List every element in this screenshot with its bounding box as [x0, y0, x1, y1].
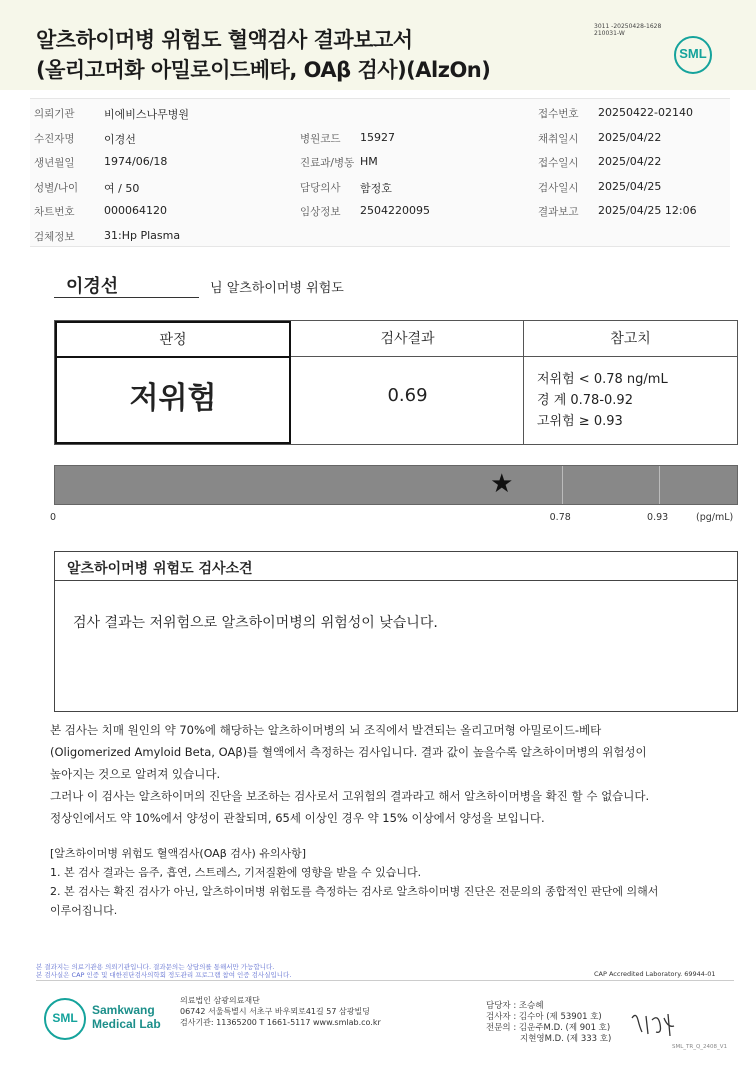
info-label: 검사일시	[538, 181, 579, 194]
result-value: 0.69	[387, 385, 428, 406]
cap-accreditation: CAP Accredited Laboratory. 69944-01	[594, 970, 716, 978]
footer-notice-line2: 본 검사실은 CAP 인증 및 대한진단검사의학회 정도관리 프로그램 참여 인증 검사실입니다.	[36, 971, 292, 979]
footer-notice	[36, 963, 291, 979]
info-value: 31:Hp Plasma	[104, 228, 181, 242]
scale-label-high-threshold: 0.93	[647, 512, 669, 523]
info-label: 접수번호	[538, 108, 579, 120]
doctor-signature	[628, 1010, 678, 1044]
staff-line2: 검사자 : 김수아 (제 53901 호)	[486, 1012, 602, 1022]
result-header: 검사결과	[291, 321, 524, 357]
report-header	[0, 0, 756, 90]
document-code-line2: 210031-W	[594, 30, 625, 37]
scale-label-low-threshold: 0.78	[549, 512, 571, 523]
document-code	[594, 23, 661, 37]
opinion-body: 검사 결과는 저위험으로 알츠하이머병의 위험성이 낮습니다.	[73, 615, 438, 631]
info-value: 15927	[360, 130, 395, 144]
reference-mid: 경 계 0.78-0.92	[537, 393, 633, 408]
report-title-line2: (올리고머화 아밀로이드베타, OAβ 검사)(AlzOn)	[36, 58, 491, 82]
result-marker-star: ★	[490, 469, 514, 499]
precautions-item-1: 1. 본 검사 결과는 음주, 흡연, 스트레스, 기저질환에 영향을 받을 수 있습니다.	[50, 866, 422, 879]
brand-name	[92, 1003, 161, 1031]
precautions-title: [알츠하이머병 위험도 혈액검사(OAβ 검사) 유의사항]	[50, 847, 307, 860]
staff-line3: 전문의 : 김운주M.D. (제 901 호)	[486, 1023, 611, 1033]
info-label: 병원코드	[300, 132, 341, 145]
info-label: 접수일시	[538, 157, 579, 169]
org-line3: 검사기관: 11365200 T 1661-5117 www.smlab.co.kr	[180, 1018, 381, 1027]
staff-info	[486, 1001, 611, 1045]
patient-name-suffix: 님 알츠하이머병 위험도	[210, 281, 344, 296]
column-divider	[523, 321, 524, 444]
opinion-heading: 알츠하이머병 위험도 검사소견	[55, 552, 737, 581]
info-label: 채취일시	[538, 132, 579, 145]
description-line-2: (Oligomerized Amyloid Beta, OAβ)를 혈액에서 측정하는 검사입니다. 결과 값이 높을수록 알츠하이머병의 위험성이	[50, 745, 647, 759]
info-value: 함정호	[360, 181, 392, 195]
info-value: 비에비스나무병원	[104, 108, 190, 121]
description-line-4: 그러나 이 검사는 알츠하이머의 진단을 보조하는 검사로서 고위험의 결과라고 해서 알츠하이머병을 확진 할 수 없습니다.	[50, 789, 650, 803]
organization-info	[180, 995, 381, 1028]
sml-logo-text: SML	[679, 46, 707, 61]
footer-sml-logo-text: SML	[52, 1011, 78, 1025]
patient-name-underline	[54, 297, 199, 298]
info-row	[30, 223, 730, 247]
info-label: 의뢰기관	[34, 108, 75, 120]
brand-line2: Medical Lab	[92, 1017, 161, 1031]
staff-line4: 지현영M.D. (제 333 호)	[520, 1034, 612, 1044]
info-label: 결과보고	[538, 206, 579, 218]
info-row	[30, 174, 730, 198]
reference-values	[537, 369, 668, 432]
judgement-cell	[55, 321, 291, 444]
risk-scale-bar	[54, 465, 738, 505]
threshold-tick-low	[562, 466, 563, 504]
info-value: 2504220095	[360, 204, 430, 217]
opinion-box	[54, 551, 738, 712]
threshold-tick-high	[659, 466, 660, 504]
info-label: 담당의사	[300, 181, 341, 194]
brand-line1: Samkwang	[92, 1003, 155, 1017]
info-value: 이경선	[104, 132, 136, 146]
description-line-5: 정상인에서도 약 10%에서 양성이 관찰되며, 65세 이상인 경우 약 15% 이상에서 양성을 보입니다.	[50, 811, 545, 825]
info-row	[30, 100, 730, 124]
info-value: 20250422-02140	[598, 106, 693, 119]
precautions-item-2: 2. 본 검사는 확진 검사가 아닌, 알츠하이머병 위험도를 측정하는 검사로 알츠하이머병 진단은 전문의의 종합적인 판단에 의해서	[50, 885, 659, 898]
info-value: 2025/04/25	[598, 179, 662, 193]
reference-header: 참고치	[524, 321, 737, 357]
info-label: 검체정보	[34, 230, 75, 243]
judgement-value: 저위험	[129, 381, 217, 416]
info-value: 여 / 50	[104, 181, 140, 195]
reference-low: 저위험 < 0.78 ng/mL	[537, 372, 668, 387]
info-value: HM	[360, 155, 378, 168]
patient-info-table	[30, 98, 730, 247]
form-code: SML_TR_Q_2408_V1	[672, 1044, 728, 1050]
footer-sml-logo	[44, 998, 86, 1040]
info-label: 진료과/병동	[300, 157, 355, 169]
footer-notice-line1: 본 결과지는 의료기관용 의뢰기관입니다. 결과문의는 상담의를 통해서만 가능합니다.	[36, 963, 275, 971]
result-table	[54, 320, 738, 445]
info-label: 생년월일	[34, 157, 75, 169]
judgement-header: 판정	[57, 323, 289, 358]
info-label: 임상정보	[300, 206, 341, 218]
footer-divider	[36, 980, 734, 981]
precautions-item-2-cont: 이루어집니다.	[50, 904, 118, 917]
patient-name: 이경선	[66, 276, 119, 297]
staff-line1: 담당자 : 조승혜	[486, 1001, 544, 1011]
info-value: 1974/06/18	[104, 155, 168, 168]
info-label: 성별/나이	[34, 181, 79, 194]
sml-logo	[674, 36, 712, 74]
description-line-3: 높아지는 것으로 알려져 있습니다.	[50, 767, 221, 781]
scale-unit: (pg/mL)	[696, 512, 734, 523]
org-line1: 의료법인 삼광의료재단	[180, 996, 260, 1005]
report-title-line1: 알츠하이머병 위험도 혈액검사 결과보고서	[36, 28, 413, 52]
info-value: 2025/04/25 12:06	[598, 204, 697, 217]
precautions	[50, 844, 740, 920]
reference-high: 고위험 ≥ 0.93	[537, 414, 623, 429]
info-value: 000064120	[104, 204, 167, 217]
info-value: 2025/04/22	[598, 130, 662, 144]
org-line2: 06742 서울특별시 서초구 바우뫼로41길 57 삼광빌딩	[180, 1007, 370, 1016]
description-line-1: 본 검사는 치매 원인의 약 70%에 해당하는 알츠하이머병의 뇌 조직에서 발견되는 올리고머형 아밀로이드-베타	[50, 723, 602, 737]
info-label: 수진자명	[34, 132, 75, 145]
info-row	[30, 125, 730, 149]
scale-label-zero: 0	[50, 512, 57, 523]
info-label: 차트번호	[34, 206, 75, 218]
info-value: 2025/04/22	[598, 155, 662, 168]
info-row	[30, 198, 730, 222]
info-row	[30, 149, 730, 173]
document-code-line1: 3011 -20250428-1628	[594, 23, 662, 30]
